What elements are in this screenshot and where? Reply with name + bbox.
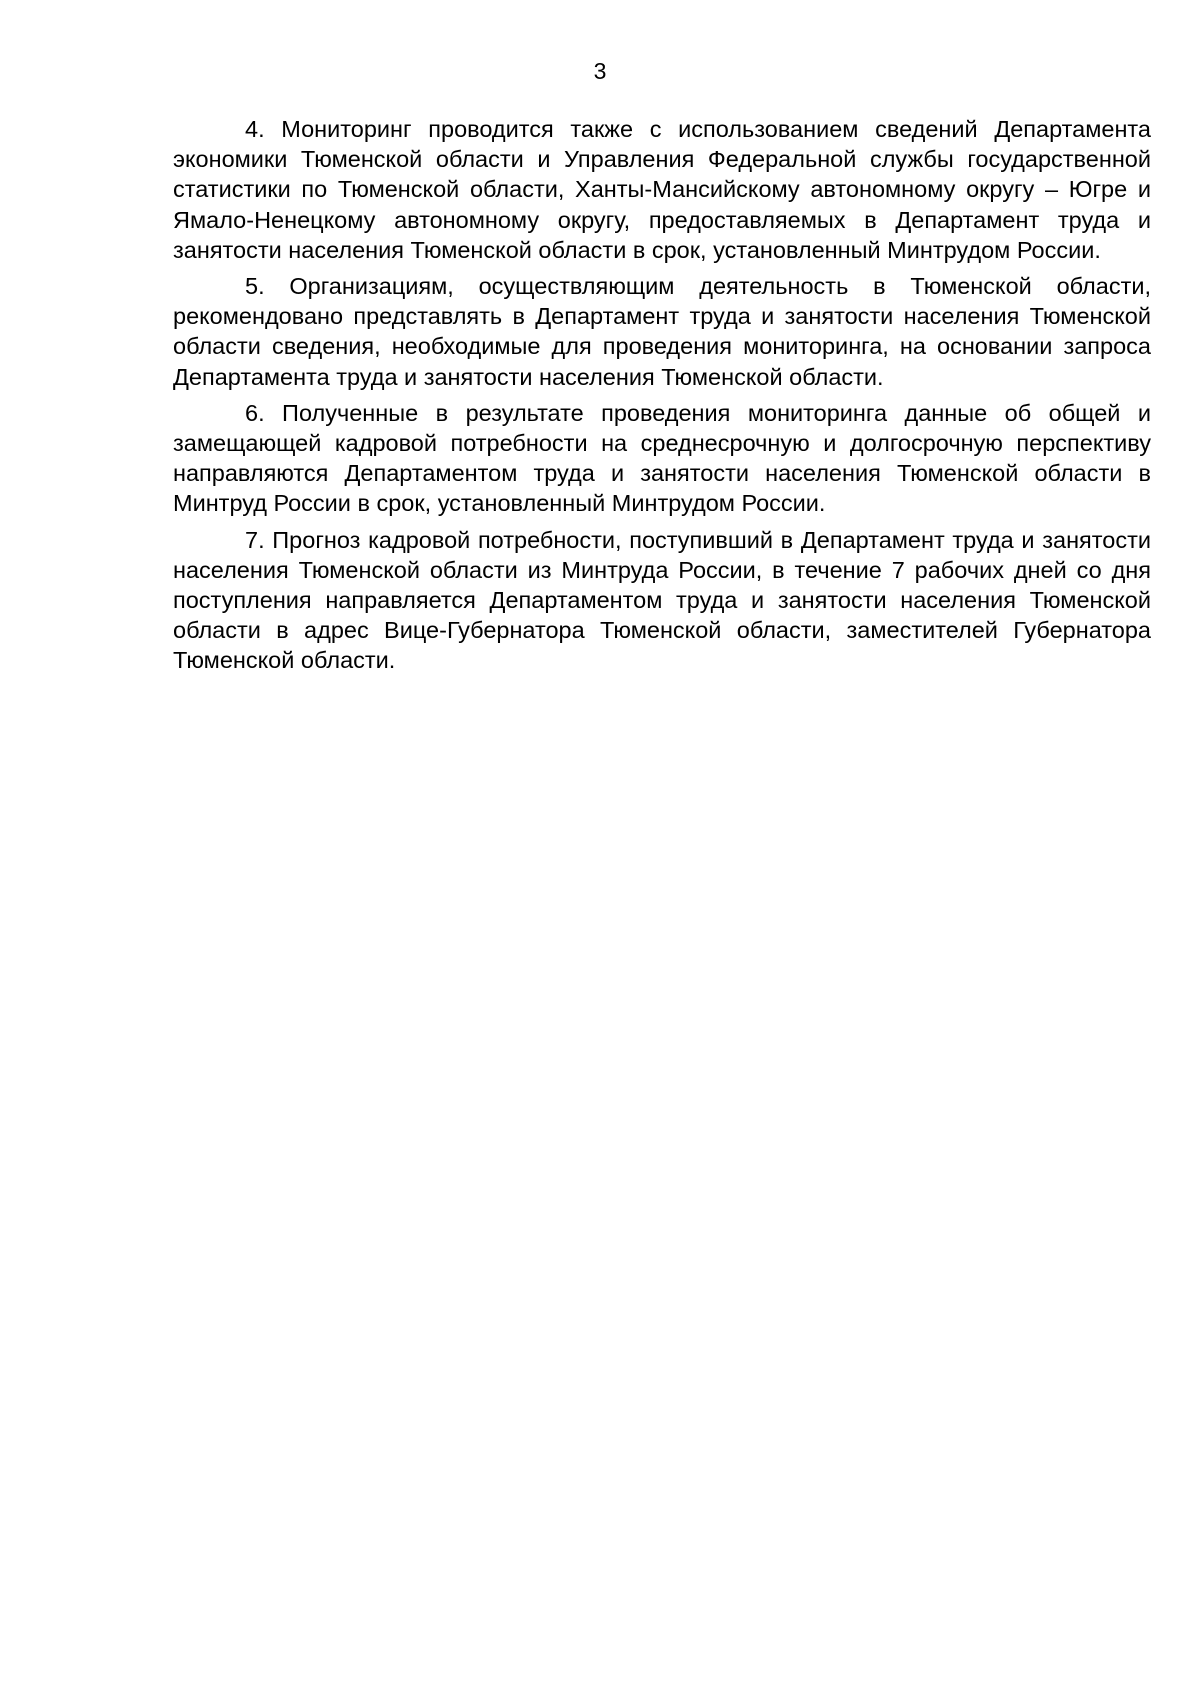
paragraph-7: 7. Прогноз кадровой потребности, поступивший в Департамент труда и занятости населения Тюменской области из Минтруда России, в течение 7 рабочих дней со дня поступления направляется Департаментом труда и занятости населения Тюменской области в адрес Вице-Губернатора Тюменской области, заместителей Губернатора Тюменской области. bbox=[173, 526, 1151, 674]
paragraph-5: 5. Организациям, осуществляющим деятельность в Тюменской области, рекомендовано представлять в Департамент труда и занятости населения Тюменской области сведения, необходимые для проведения мониторинга, на основании запроса Департамента труда и занятости населения Тюменской области. bbox=[173, 273, 1151, 390]
document-body bbox=[173, 114, 1151, 682]
paragraph-6: 6. Полученные в результате проведения мониторинга данные об общей и замещающей кадровой потребности на среднесрочную и долгосрочную перспективу направляются Департаментом труда и занятости населения Тюменской области в Минтруд России в срок, установленный Минтрудом России. bbox=[173, 399, 1151, 517]
page-number: 3 bbox=[593, 58, 607, 84]
paragraph-4: 4. Мониторинг проводится также с использованием сведений Департамента экономики Тюменской области и Управления Федеральной службы государственной статистики по Тюменской области, Ханты-Мансийскому автономному округу – Югре и Ямало-Ненецкому автономному округу, предоставляемых в Департамент труда и занятости населения Тюменской области в срок, установленный Минтрудом России. bbox=[173, 116, 1151, 263]
